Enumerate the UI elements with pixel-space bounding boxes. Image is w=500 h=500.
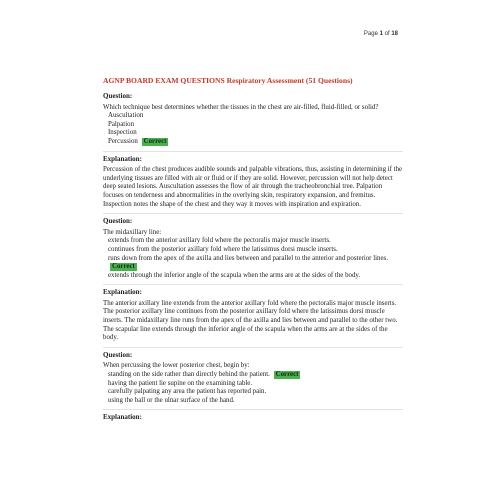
document-title: AGNP BOARD EXAM QUESTIONS Respiratory Assessment (51 Questions)	[103, 76, 353, 85]
answer-option-text: Percussion	[108, 137, 138, 145]
question-text: Which technique best determines whether the tissues in the chest are air-filled, fluid-filled, or solid?	[103, 103, 379, 111]
answer-option-correct	[108, 255, 403, 272]
question-block-3	[103, 351, 403, 406]
divider	[103, 409, 403, 410]
explanation-block-2	[103, 288, 403, 343]
divider	[103, 347, 403, 348]
question-text: The midaxillary line:	[103, 228, 162, 236]
answer-option: carefully palpating any area the patient has reported pain.	[108, 388, 267, 396]
explanation-block-1	[103, 155, 403, 210]
divider	[103, 213, 403, 214]
correct-badge: Correct	[275, 371, 299, 379]
answer-option-correct	[108, 371, 403, 380]
page-number	[364, 31, 398, 37]
page-total: 18	[391, 31, 398, 37]
explanation-text: The anterior axillary line extends from the anterior axillary fold where the pectoralis major muscle inserts. The posterior axillary line continues from the posterior axillary fold where the latissimus dorsi muscle inserts. The midaxillary line runs from the apex of the axilla and lies between and parallel to the other two. The scapular line extends through the inferior angle of the scapula when the arms are at the sides of the body.	[103, 299, 398, 342]
answer-option-text: standing on the side rather than directly behind the patient.	[108, 371, 270, 379]
answer-option: Palpation	[108, 120, 135, 128]
answer-option: continues from the posterior axillary fold where the latissimus dorsi muscle inserts.	[108, 245, 338, 253]
explanation-heading: Explanation:	[103, 288, 142, 297]
answer-option-text: runs down from the apex of the axilla and lies between and parallel to the anterior and posterior lines.	[108, 254, 388, 262]
explanation-heading: Explanation:	[103, 413, 142, 422]
document-body	[103, 92, 403, 426]
question-heading: Question:	[103, 350, 133, 359]
answer-option: extends through the inferior angle of the scapula when the arms are at the sides of the body.	[108, 271, 361, 279]
explanation-block-3	[103, 413, 403, 422]
answer-option: using the ball or the ulnar surface of the hand.	[108, 396, 235, 404]
question-block-2	[103, 217, 403, 280]
question-block-1	[103, 92, 403, 147]
divider	[103, 151, 403, 152]
page-of: of	[384, 31, 390, 37]
answer-option: extends from the anterior axillary fold where the pectoralis major muscle inserts.	[108, 237, 331, 245]
correct-badge: Correct	[143, 137, 167, 145]
question-heading: Question:	[103, 92, 133, 100]
answer-option: having the patient lie supine on the examining table.	[108, 379, 253, 387]
question-text: When percussing the lower posterior chest, begin by:	[103, 362, 250, 370]
explanation-text: Percussion of the chest produces audible sounds and palpable vibrations, thus, assisting in determining if the underlying tissues are filled with air or fluid or if they are solid. However, percussion will not help detect deep seated lesions. Auscultation assesses the flow of air through the tracheobronchial tree. Palpation focuses on tenderness and abnormalities in the overlying skin, respiratory expansion, and fremitus. Inspection notes the shape of the chest and they way it moves with inspiration and expiration.	[103, 166, 403, 208]
answer-option-correct	[108, 138, 403, 147]
page-prefix: Page	[363, 31, 378, 37]
page-current: 1	[379, 31, 383, 37]
question-heading: Question:	[103, 217, 133, 226]
answer-option: Inspection	[108, 129, 137, 137]
explanation-heading: Explanation:	[103, 154, 142, 163]
divider	[103, 284, 403, 285]
answer-option: Auscultation	[108, 112, 144, 120]
correct-badge: Correct	[112, 263, 135, 271]
